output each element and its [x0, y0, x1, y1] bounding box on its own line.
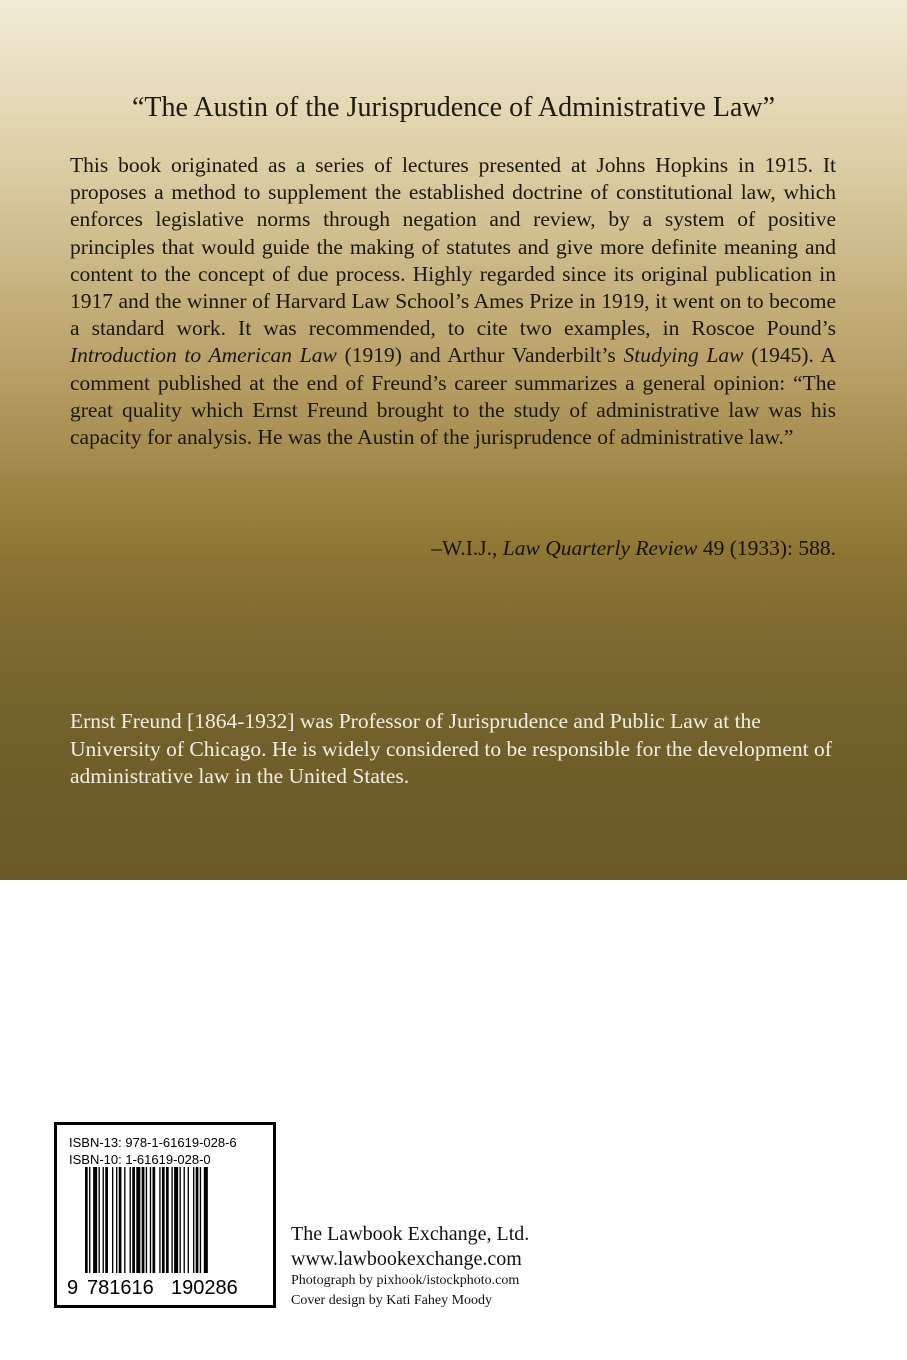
design-credit: Cover design by Kati Fahey Moody: [291, 1293, 493, 1308]
barcode-bar: [174, 1167, 178, 1273]
isbn-13: ISBN-13: 978-1-61619-028-6: [69, 1135, 237, 1150]
author-bio: Ernst Freund [1864-1932] was Professor of Jurisprudence and Public Law at the University of Chicago. He is widely considered to be responsible for the development of administrative law in the United States.: [70, 709, 832, 788]
attribution-source: Law Quarterly Review: [502, 536, 698, 560]
barcode-bar: [89, 1167, 90, 1273]
barcode-bar: [180, 1167, 181, 1273]
barcode-bar: [159, 1167, 160, 1273]
barcode-bar: [93, 1167, 97, 1273]
barcode-bar: [136, 1167, 140, 1273]
barcode-bars: [85, 1167, 245, 1277]
barcode-bar: [132, 1167, 135, 1273]
barcode-panel: [54, 1122, 276, 1308]
barcode-bar: [193, 1167, 194, 1273]
barcode-bar: [99, 1167, 100, 1273]
barcode-bar: [85, 1167, 88, 1273]
barcode-bar: [200, 1167, 201, 1273]
cover-headline: “The Austin of the Jurisprudence of Administrative Law”: [131, 92, 776, 123]
publisher-name: The Lawbook Exchange, Ltd.: [291, 1223, 530, 1245]
barcode-bar: [116, 1167, 117, 1273]
publisher-website: www.lawbookexchange.com: [291, 1248, 522, 1270]
photo-credit: Photograph by pixhook/istockphoto.com: [291, 1273, 520, 1288]
barcode-bar: [204, 1167, 208, 1273]
barcode-bar: [166, 1167, 169, 1273]
isbn-10: ISBN-10: 1-61619-028-0: [69, 1152, 211, 1167]
barcode-bar: [119, 1167, 122, 1273]
book-description: [70, 152, 836, 451]
barcode-bar: [153, 1167, 156, 1273]
description-title-1: Introduction to American Law: [70, 343, 337, 368]
description-text-2: (1919) and Arthur Vanderbilt’s: [336, 343, 624, 368]
barcode-digits-left: 781616: [87, 1277, 154, 1299]
quote-attribution: [431, 536, 836, 561]
barcode-bar: [196, 1167, 199, 1273]
barcode-bar: [146, 1167, 147, 1273]
barcode-digits-right: 190286: [171, 1277, 238, 1299]
attribution-suffix: 49 (1933): 588.: [697, 536, 836, 560]
publisher-block: [291, 1221, 529, 1311]
barcode-bar: [105, 1167, 108, 1273]
barcode-bar: [188, 1167, 189, 1273]
barcode-bar: [130, 1167, 131, 1273]
barcode-bar: [150, 1167, 151, 1273]
barcode-bar: [112, 1167, 113, 1273]
barcode-bar: [142, 1167, 145, 1273]
barcode-bar: [171, 1167, 172, 1273]
description-title-2: Studying Law: [623, 343, 744, 368]
description-text-3: (1945). A comment published at the end of Freund’s career summarizes a general opinion: “The great quality which Ernst Freund brought to the study of administrative law was his capacity for analysis. He was the Austin of the jurisprudence of administrative law.”: [70, 343, 836, 450]
attribution-prefix: –W.I.J.,: [431, 536, 503, 560]
description-text-1: This book originated as a series of lectures presented at Johns Hopkins in 1915. It proposes a method to supplement the established doctrine of constitutional law, which enforces legislative norms through negation and review, by a system of positive principles that would guide the making of statutes and give more definite meaning and content to the concept of due process. Highly regarded since its original publication in 1917 and the winner of Harvard Law School’s Ames Prize in 1919, it went on to become a standard work. It was recommended, to cite two examples, in Roscoe Pound’s: [70, 153, 836, 341]
barcode-bar: [162, 1167, 165, 1273]
barcode-bar: [184, 1167, 185, 1273]
barcode-bar: [103, 1167, 104, 1273]
barcode-digit-first: 9: [67, 1277, 79, 1299]
barcode-bar: [124, 1167, 125, 1273]
